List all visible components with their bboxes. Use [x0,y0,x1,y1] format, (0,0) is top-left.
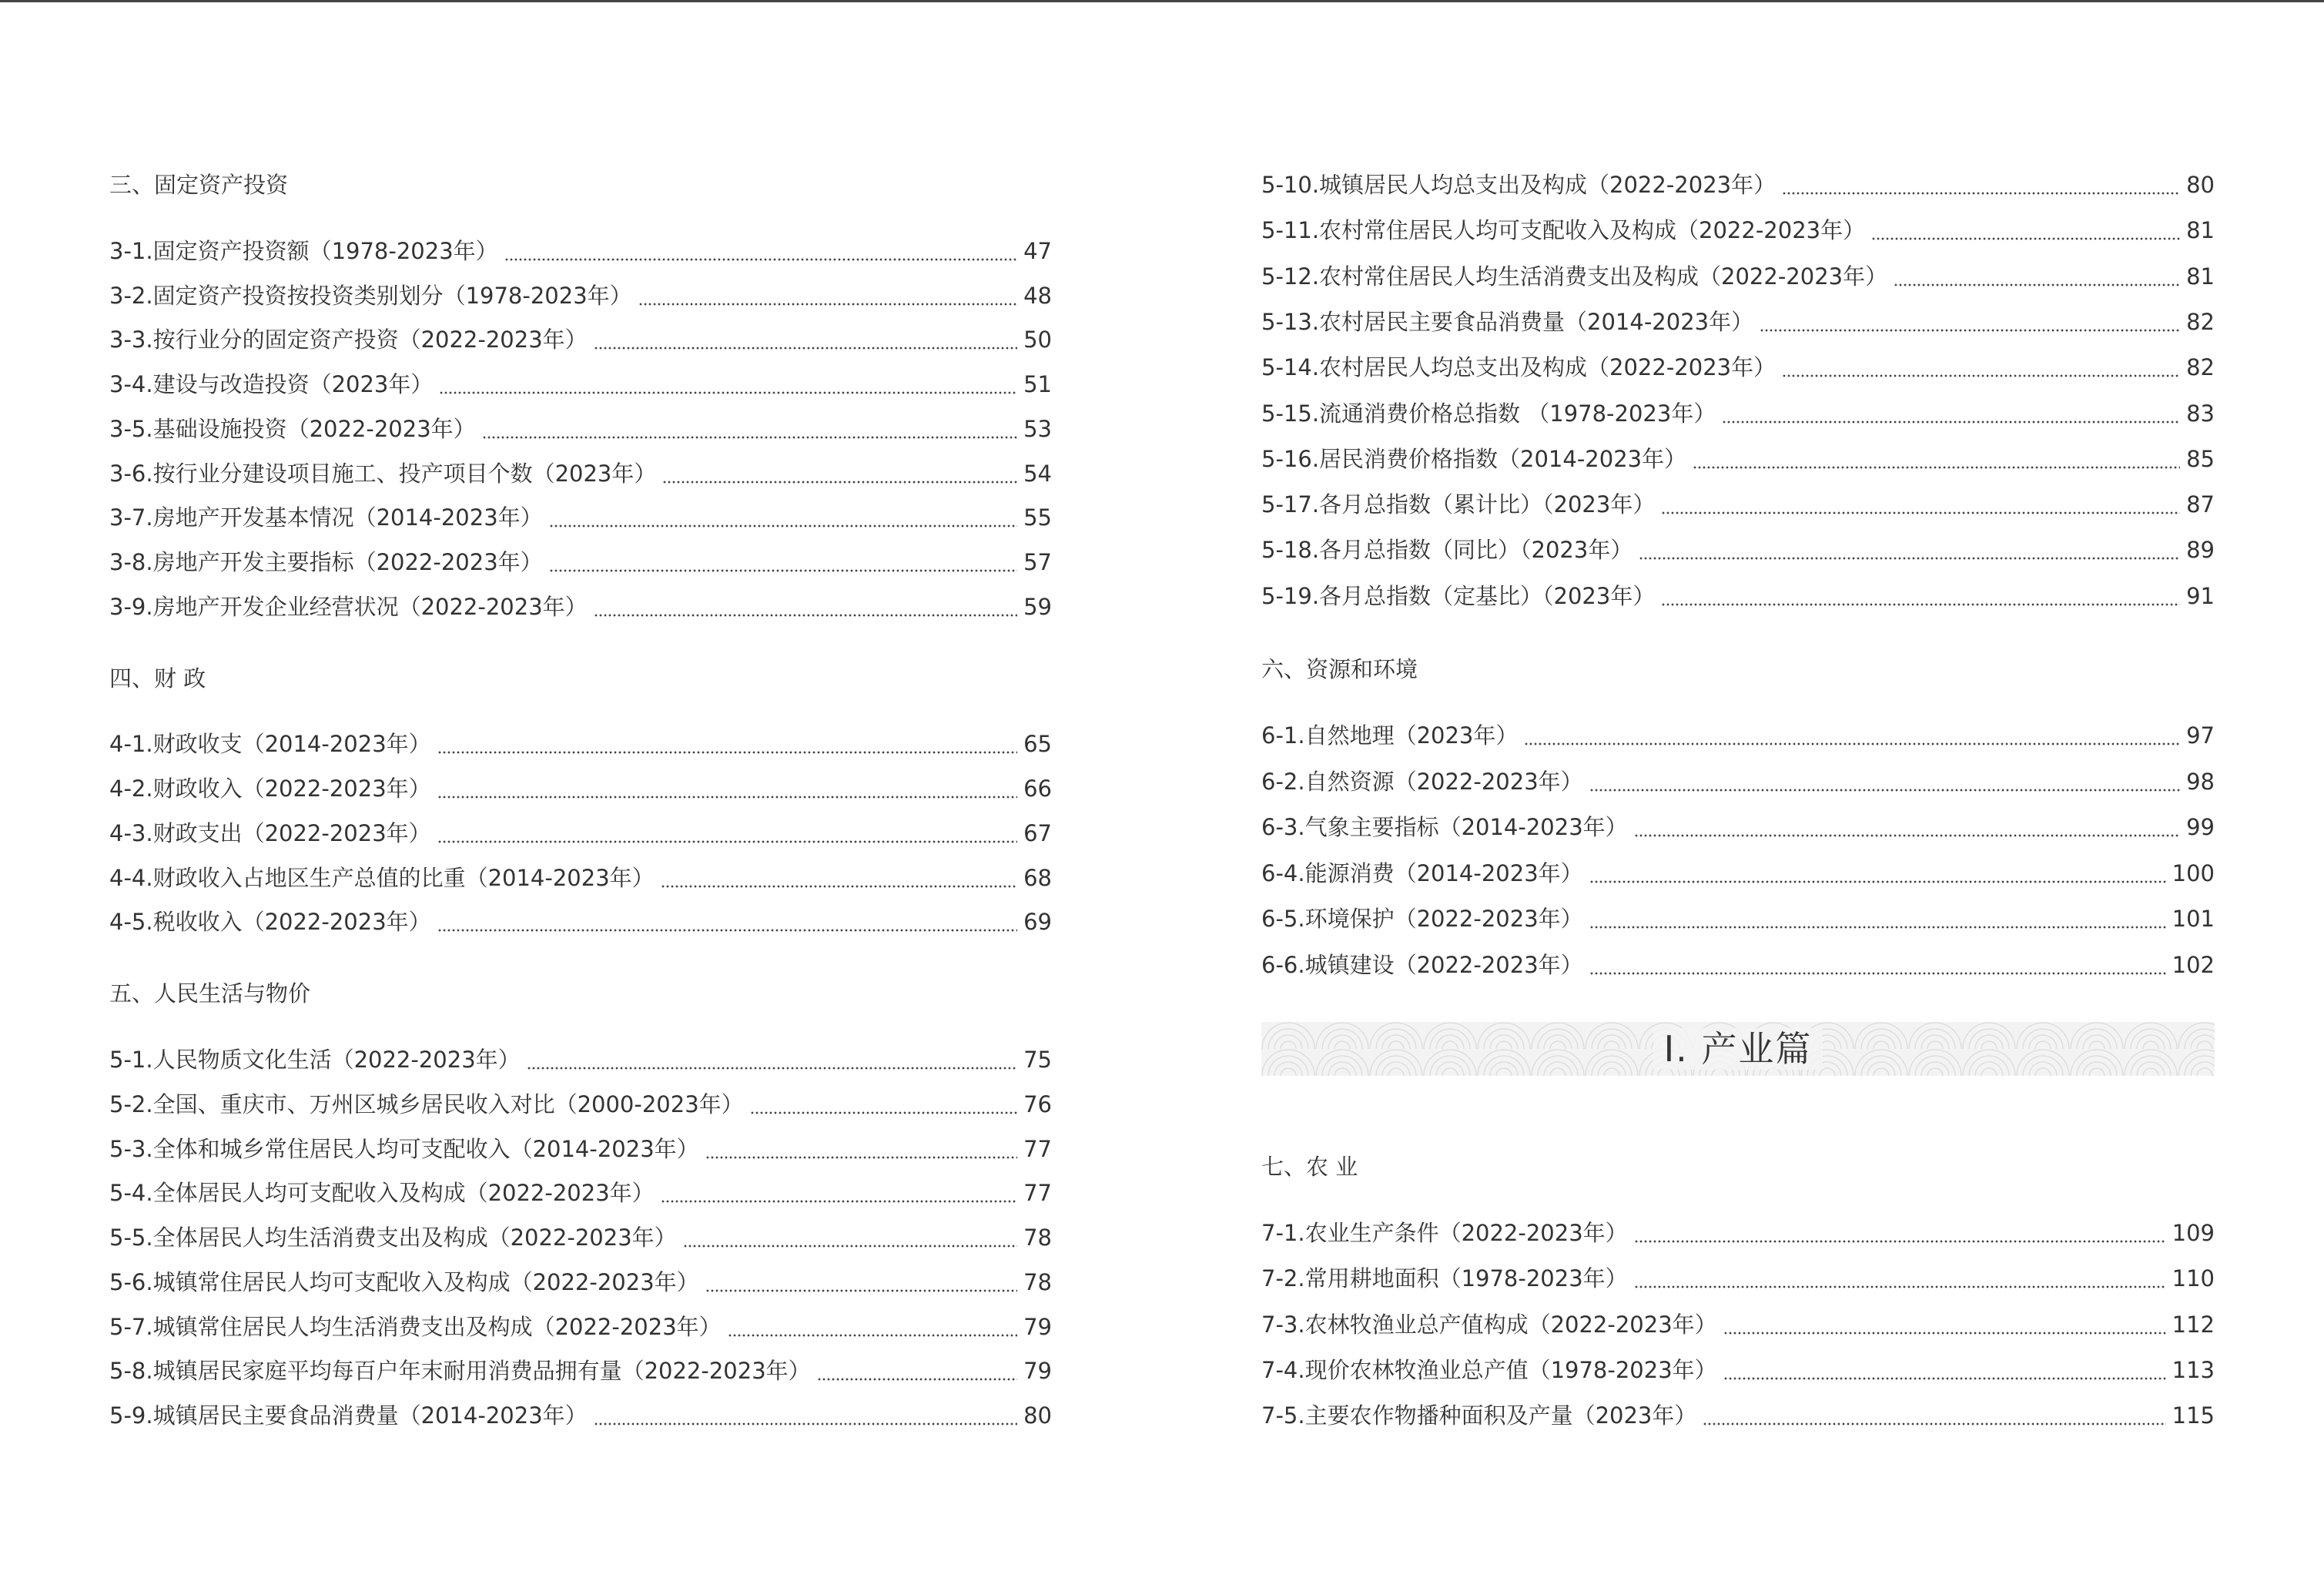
toc-entry-title: 5-10.城镇居民人均总支出及构成（2022-2023年） [1261,172,1776,198]
toc-entry[interactable] [109,369,1052,400]
dot-leader [661,867,1017,889]
toc-entry[interactable] [1261,812,2215,843]
dot-leader [1634,1268,2166,1289]
dot-leader [1703,1405,2165,1426]
toc-entry-page: 50 [1023,327,1052,353]
toc-entry[interactable] [1261,581,2215,611]
toc-entry-page: 99 [2186,814,2215,840]
dot-leader [705,1138,1017,1160]
toc-entry-title: 5-12.农村常住居民人均生活消费支出及构成（2022-2023年） [1261,263,1888,290]
toc-entry-page: 78 [1023,1269,1052,1295]
toc-entry[interactable] [1261,1218,2215,1248]
toc-entry-title: 5-2.全国、重庆市、万州区城乡居民收入对比（2000-2023年） [109,1091,744,1117]
toc-entry-page: 79 [1023,1314,1052,1340]
toc-entry-page: 48 [1023,283,1052,309]
dot-leader [594,596,1017,618]
dot-leader [1634,1222,2166,1244]
dot-leader [594,329,1017,350]
toc-entry[interactable] [1261,489,2215,520]
toc-entry-title: 4-5.税收收入（2022-2023年） [109,909,431,935]
toc-entry-title: 7-2.常用耕地面积（1978-2023年） [1261,1265,1628,1292]
toc-entry-page: 80 [2186,172,2215,198]
dot-leader [1722,403,2180,424]
dot-leader [1693,448,2180,470]
dot-leader [1589,954,2166,976]
toc-entry-title: 4-1.财政收支（2014-2023年） [109,731,431,757]
toc-entry-title: 3-7.房地产开发基本情况（2014-2023年） [109,504,543,531]
toc-entry-page: 82 [2186,309,2215,335]
toc-entry-page: 77 [1023,1180,1052,1206]
toc-entry-title: 4-4.财政收入占地区生产总值的比重（2014-2023年） [109,865,655,891]
toc-entry-title: 4-3.财政支出（2022-2023年） [109,820,431,846]
dot-leader [439,374,1017,395]
toc-entry-title: 5-17.各月总指数（累计比）（2023年） [1261,491,1656,518]
toc-entry[interactable] [109,324,1052,355]
toc-entry-page: 80 [1023,1402,1052,1429]
toc-entry-page: 83 [2186,400,2215,427]
toc-entry-page: 98 [2186,769,2215,795]
dot-leader [662,463,1017,484]
toc-entry-title: 3-2.固定资产投资按投资类别划分（1978-2023年） [109,283,632,309]
dot-leader [1589,908,2166,930]
dot-leader [1524,725,2180,746]
top-border-line [0,0,2324,2]
dot-leader [1639,539,2180,561]
dot-leader [549,551,1017,573]
toc-entry[interactable] [109,1222,1052,1253]
toc-entry[interactable] [1261,215,2215,246]
toc-entry[interactable] [109,729,1052,759]
dot-leader [661,1182,1017,1204]
toc-entry-page: 100 [2172,860,2215,886]
toc-entry[interactable] [1261,169,2215,200]
toc-entry-page: 101 [2172,906,2215,932]
toc-entry-page: 97 [2186,722,2215,749]
dot-leader [594,1405,1017,1426]
section-title-living-prices: 五、人民生活与物价 [109,980,311,1007]
toc-entry-title: 6-4.能源消费（2014-2023年） [1261,860,1583,886]
toc-entry-title: 5-7.城镇常住居民人均生活消费支出及构成（2022-2023年） [109,1314,722,1340]
toc-entry-page: 115 [2172,1402,2215,1429]
toc-entry-page: 91 [2186,583,2215,609]
toc-entry-page: 79 [1023,1358,1052,1384]
toc-entry[interactable] [109,414,1052,444]
toc-entry-page: 75 [1023,1047,1052,1073]
toc-entry-page: 65 [1023,731,1052,757]
dot-leader [1782,174,2180,196]
dot-leader [504,240,1017,262]
toc-entry[interactable] [109,773,1052,804]
toc-entry-title: 4-2.财政收入（2022-2023年） [109,776,431,802]
dot-leader [638,285,1017,307]
dot-leader [437,733,1017,755]
toc-entry[interactable] [109,818,1052,849]
toc-entry[interactable] [109,1089,1052,1120]
toc-entry[interactable] [1261,1263,2215,1294]
toc-entry[interactable] [1261,398,2215,429]
toc-entry-page: 76 [1023,1091,1052,1117]
dot-leader [1760,311,2180,333]
toc-entry[interactable] [1261,307,2215,337]
dot-leader [549,507,1017,528]
toc-entry-page: 55 [1023,504,1052,531]
toc-entry-title: 3-6.按行业分建设项目施工、投产项目个数（2023年） [109,461,657,487]
toc-entry-page: 68 [1023,865,1052,891]
toc-entry-page: 102 [2172,952,2215,978]
toc-entry-page: 47 [1023,238,1052,264]
dot-leader [1589,863,2166,884]
dot-leader [817,1360,1017,1382]
toc-entry-title: 7-1.农业生产条件（2022-2023年） [1261,1220,1628,1246]
toc-entry-title: 5-3.全体和城乡常住居民人均可支配收入（2014-2023年） [109,1136,699,1162]
toc-entry-title: 6-6.城镇建设（2022-2023年） [1261,952,1583,978]
toc-entry[interactable] [109,591,1052,622]
chapter-banner-title [1261,1022,2215,1076]
chapter-banner-title-text: Ⅰ. 产业篇 [1653,1028,1823,1070]
toc-entry-title: 5-15.流通消费价格总指数 （1978-2023年） [1261,400,1716,427]
section-title-finance: 四、财 政 [109,665,206,692]
toc-entry-page: 81 [2186,217,2215,243]
toc-entry-title: 7-5.主要农作物播种面积及产量（2023年） [1261,1402,1697,1429]
toc-entry-title: 5-13.农村居民主要食品消费量（2014-2023年） [1261,309,1754,335]
toc-entry[interactable] [109,458,1052,489]
toc-entry-page: 87 [2186,491,2215,518]
toc-entry-page: 109 [2172,1220,2215,1246]
toc-entry-page: 54 [1023,461,1052,487]
toc-entry-page: 69 [1023,909,1052,935]
toc-entry-title: 5-16.居民消费价格指数（2014-2023年） [1261,446,1687,472]
dot-leader [437,778,1017,799]
toc-entry[interactable] [109,1134,1052,1164]
toc-entry-page: 66 [1023,776,1052,802]
toc-entry-title: 6-2.自然资源（2022-2023年） [1261,769,1583,795]
toc-entry-title: 3-9.房地产开发企业经营状况（2022-2023年） [109,594,588,620]
toc-entry[interactable] [1261,720,2215,751]
toc-entry-page: 81 [2186,263,2215,290]
toc-entry[interactable] [1261,261,2215,292]
toc-entry-title: 5-14.农村居民人均总支出及构成（2022-2023年） [1261,354,1776,380]
toc-entry-page: 57 [1023,549,1052,575]
dot-leader [482,418,1017,440]
dot-leader [1723,1314,2166,1335]
toc-entry-title: 6-1.自然地理（2023年） [1261,722,1519,749]
toc-entry-page: 51 [1023,371,1052,397]
section-title-fixed-assets: 三、固定资产投资 [109,172,289,198]
toc-entry[interactable] [109,280,1052,311]
dot-leader [728,1316,1017,1338]
toc-entry-page: 89 [2186,537,2215,563]
toc-entry[interactable] [1261,950,2215,980]
toc-entry-page: 113 [2172,1357,2215,1383]
dot-leader [527,1049,1017,1070]
toc-entry-page: 82 [2186,354,2215,380]
toc-entry-page: 78 [1023,1225,1052,1251]
toc-entry[interactable] [1261,352,2215,383]
toc-entry[interactable] [1261,1309,2215,1340]
toc-entry-title: 5-4.全体居民人均可支配收入及构成（2022-2023年） [109,1180,655,1206]
dot-leader [1661,585,2180,607]
toc-entry-title: 3-4.建设与改造投资（2023年） [109,371,434,397]
toc-entry-title: 5-1.人民物质文化生活（2022-2023年） [109,1047,521,1073]
toc-entry[interactable] [1261,1355,2215,1385]
toc-entry[interactable] [1261,1400,2215,1431]
toc-entry[interactable] [1261,858,2215,889]
section-title-resources-environment: 六、资源和环境 [1261,656,1418,682]
dot-leader [1871,219,2180,241]
toc-entry[interactable] [109,1355,1052,1386]
dot-leader [1589,771,2180,792]
toc-entry-title: 5-11.农村常住居民人均可支配收入及构成（2022-2023年） [1261,217,1866,243]
toc-entry[interactable] [109,502,1052,533]
section-title-agriculture: 七、农 业 [1261,1154,1358,1180]
dot-leader [1782,357,2180,378]
dot-leader [1634,816,2180,838]
dot-leader [1723,1359,2166,1381]
toc-entry[interactable] [1261,766,2215,797]
toc-entry-title: 7-4.现价农林牧渔业总产值（1978-2023年） [1261,1357,1717,1383]
toc-entry-title: 3-5.基础设施投资（2022-2023年） [109,416,476,442]
toc-entry-title: 6-3.气象主要指标（2014-2023年） [1261,814,1628,840]
toc-entry-page: 110 [2172,1265,2215,1292]
toc-entry-title: 6-5.环境保护（2022-2023年） [1261,906,1583,932]
dot-leader [683,1227,1017,1248]
toc-entry[interactable] [109,236,1052,266]
toc-entry[interactable] [109,906,1052,937]
dot-leader [1894,266,2180,287]
toc-entry-title: 5-6.城镇常住居民人均可支配收入及构成（2022-2023年） [109,1269,699,1295]
toc-entry[interactable] [109,1178,1052,1208]
toc-entry-page: 59 [1023,594,1052,620]
toc-entry-title: 5-9.城镇居民主要食品消费量（2014-2023年） [109,1402,588,1429]
toc-entry[interactable] [109,1312,1052,1342]
dot-leader [437,911,1017,933]
dot-leader [437,822,1017,844]
toc-entry-page: 112 [2172,1312,2215,1338]
toc-entry-page: 67 [1023,820,1052,846]
toc-entry-title: 5-18.各月总指数（同比）（2023年） [1261,537,1633,563]
toc-entry[interactable] [1261,903,2215,934]
toc-entry[interactable] [1261,534,2215,565]
toc-entry[interactable] [109,1267,1052,1298]
dot-leader [705,1271,1017,1293]
toc-entry-page: 77 [1023,1136,1052,1162]
toc-entry-title: 5-19.各月总指数（定基比）（2023年） [1261,583,1656,609]
toc-entry[interactable] [109,863,1052,893]
toc-entry-title: 5-8.城镇居民家庭平均每百户年末耐用消费品拥有量（2022-2023年） [109,1358,811,1384]
toc-entry-title: 3-1.固定资产投资额（1978-2023年） [109,238,498,264]
toc-entry[interactable] [109,1044,1052,1075]
toc-entry-page: 53 [1023,416,1052,442]
toc-entry[interactable] [109,1400,1052,1431]
toc-entry-title: 7-3.农林牧渔业总产值构成（2022-2023年） [1261,1312,1717,1338]
toc-entry-title: 3-3.按行业分的固定资产投资（2022-2023年） [109,327,588,353]
toc-entry-title: 3-8.房地产开发主要指标（2022-2023年） [109,549,543,575]
dot-leader [1661,494,2180,515]
dot-leader [750,1094,1017,1115]
toc-entry[interactable] [109,547,1052,578]
toc-entry[interactable] [1261,444,2215,474]
toc-entry-page: 85 [2186,446,2215,472]
toc-entry-title: 5-5.全体居民人均生活消费支出及构成（2022-2023年） [109,1225,677,1251]
